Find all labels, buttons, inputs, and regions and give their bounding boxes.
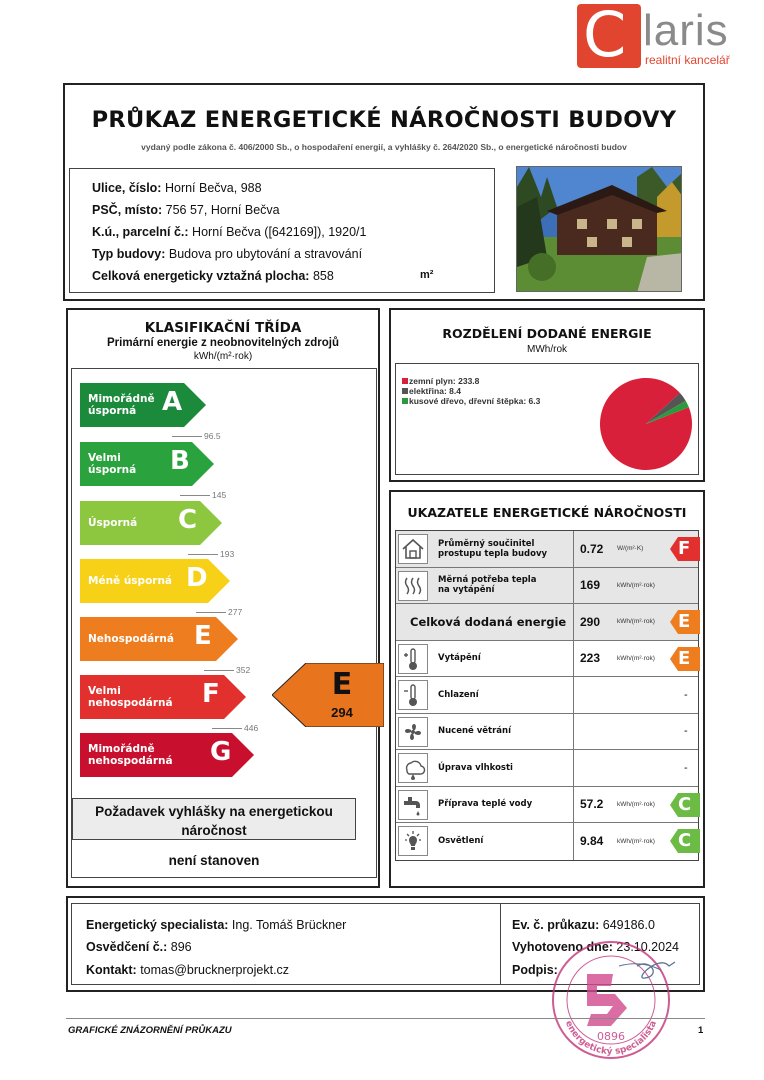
bottom-divider	[66, 1018, 705, 1019]
class-arrow-g	[80, 733, 254, 777]
faucet-icon	[398, 790, 428, 820]
legend-wood-text: kusové dřevo, dřevní štěpka: 6.3	[409, 396, 541, 406]
indicator-row	[396, 531, 698, 568]
logo-box	[577, 0, 641, 71]
date-label: Vyhotoveno dne:	[512, 940, 613, 954]
bottom-label: GRAFICKÉ ZNÁZORNĚNÍ PRŮKAZU	[68, 1025, 232, 1036]
class-badge: F	[670, 537, 700, 561]
classification-title: KLASIFIKAČNÍ TŘÍDA	[144, 320, 302, 336]
indicator-name: Průměrný součinitel prostupu tepla budovy	[438, 538, 548, 559]
indicator-empty: -	[684, 688, 688, 701]
indicator-name: Měrná potřeba tepla na vytápění	[438, 575, 537, 596]
street-value: Horní Bečva, 988	[164, 181, 262, 195]
ev-row	[512, 918, 655, 932]
current-class-value: 294	[331, 705, 353, 720]
ev-value: 649186.0	[602, 918, 655, 932]
distribution-title: ROZDĚLENÍ DODANÉ ENERGIE	[442, 326, 652, 341]
classification-panel	[66, 308, 380, 888]
page-number: 1	[698, 1025, 704, 1036]
ku-row	[92, 225, 366, 239]
distribution-pie	[598, 376, 698, 476]
indicator-value: 169	[580, 578, 601, 593]
area-label: Celková energeticky vztažná plocha:	[92, 269, 310, 283]
indicator-name: Vytápění	[438, 653, 481, 664]
ku-label: K.ú., parcelní č.:	[92, 225, 189, 239]
indicator-value: 57.2	[580, 797, 604, 812]
legend-wood	[402, 396, 540, 406]
psc-value: 756 57, Horní Bečva	[165, 203, 280, 217]
distribution-chart	[395, 363, 699, 475]
street-row	[92, 181, 262, 195]
indicator-empty: -	[684, 761, 688, 774]
thermometer-down-icon	[398, 680, 428, 710]
class-badge: C	[670, 829, 700, 853]
class-limit-tick: 145	[180, 490, 226, 500]
indicators-table	[395, 530, 699, 861]
document-title: PRŮKAZ ENERGETICKÉ NÁROČNOSTI BUDOVY	[91, 107, 677, 133]
requirement-box	[72, 798, 356, 878]
indicators-title: UKAZATELE ENERGETICKÉ NÁROČNOSTI	[407, 505, 687, 520]
document-subtitle: vydaný podle zákona č. 406/2000 Sb., o hospodaření energií, a vyhlášky č. 264/2020 Sb., o energetické náročnosti budov	[141, 142, 627, 152]
class-badge: C	[670, 793, 700, 817]
indicator-unit: kWh/(m²·rok)	[617, 618, 655, 626]
area-row	[92, 269, 434, 283]
class-letter: G	[210, 737, 232, 767]
indicator-row	[396, 677, 698, 714]
indicator-unit: kWh/(m²·rok)	[617, 581, 655, 589]
class-label: Méně úsporná	[88, 575, 173, 587]
psc-label: PSČ, místo:	[92, 203, 163, 217]
indicator-name: Úprava vlhkosti	[438, 762, 513, 773]
current-class-letter: E	[331, 667, 353, 702]
cert-row	[86, 940, 192, 954]
indicator-value: 223	[580, 651, 601, 666]
stamp-text: energetický specialista	[562, 1019, 660, 1058]
indicator-name: Chlazení	[438, 689, 479, 700]
class-arrow-b	[80, 442, 214, 486]
legend-electricity	[402, 386, 461, 396]
stamp-number: 0896	[597, 1030, 625, 1043]
type-row	[92, 247, 362, 261]
class-arrow-c	[80, 501, 222, 545]
indicator-row	[396, 787, 698, 824]
indicator-empty: -	[684, 725, 688, 738]
legend-gas-text: zemní plyn: 233.8	[409, 376, 480, 386]
street-label: Ulice, číslo:	[92, 181, 162, 195]
indicator-row	[396, 823, 698, 860]
indicator-row	[396, 568, 698, 605]
class-limit-tick: 446	[212, 723, 258, 733]
class-label: Nehospodárná	[88, 633, 174, 645]
type-label: Typ budovy:	[92, 247, 166, 261]
logo-name: laris	[643, 6, 729, 55]
specialist-row	[86, 918, 346, 932]
ev-label: Ev. č. průkazu:	[512, 918, 600, 932]
class-letter: B	[170, 446, 190, 476]
date-value: 23.10.2024	[616, 940, 679, 954]
humidity-icon	[398, 753, 428, 783]
class-letter: D	[186, 563, 208, 593]
specialist-value: Ing. Tomáš Brückner	[231, 918, 347, 932]
class-label: Velmi nehospodárná	[88, 685, 173, 709]
legend-swatch-wood	[402, 398, 408, 404]
cert-value: 896	[170, 940, 192, 954]
class-letter: F	[202, 679, 220, 709]
legend-gas	[402, 376, 479, 386]
lightbulb-icon	[398, 826, 428, 856]
sign-label: Podpis:	[512, 963, 558, 977]
class-label: Velmi úsporná	[88, 452, 137, 476]
class-label: Mimořádně nehospodárná	[88, 743, 173, 767]
cert-label: Osvědčení č.:	[86, 940, 168, 954]
contact-row	[86, 963, 289, 977]
class-arrow-f	[80, 675, 246, 719]
class-letter: A	[162, 387, 183, 417]
specialist-stamp	[541, 936, 681, 1064]
indicator-unit: W/(m²·K)	[617, 545, 644, 553]
indicator-name: Příprava teplé vody	[438, 799, 533, 810]
class-limit-tick: 193	[188, 549, 234, 559]
indicator-unit: kWh/(m²·rok)	[617, 837, 655, 845]
ku-value: Horní Bečva ([642169]), 1920/1	[192, 225, 367, 239]
area-value: 858	[312, 269, 334, 283]
legend-swatch-electricity	[402, 388, 408, 394]
indicator-unit: kWh/(m²·rok)	[617, 654, 655, 662]
indicator-row	[396, 750, 698, 787]
indicator-name: Nucené větrání	[438, 726, 512, 737]
class-badge: E	[670, 610, 700, 634]
legend-electricity-text: elektřina: 8.4	[409, 386, 461, 396]
contact-label: Kontakt:	[86, 963, 137, 977]
requirement-title: Požadavek vyhlášky na energetickou náročnost	[72, 798, 356, 840]
class-letter: E	[194, 621, 212, 651]
certificate-header	[63, 83, 705, 301]
energy-distribution-panel	[389, 308, 705, 482]
logo-tagline: realitní kancelář	[645, 53, 730, 67]
class-limit-tick: 352	[204, 665, 250, 675]
building-photo	[516, 166, 682, 292]
class-limit-tick: 277	[196, 607, 242, 617]
indicator-name: Osvětlení	[438, 836, 484, 847]
distribution-unit: MWh/rok	[527, 344, 567, 355]
specialist-label: Energetický specialista:	[86, 918, 229, 932]
class-letter: C	[178, 505, 198, 535]
thermometer-up-icon	[398, 644, 428, 674]
heat-waves-icon	[398, 571, 428, 601]
indicator-unit: kWh/(m²·rok)	[617, 800, 655, 808]
claris-logo	[577, 0, 755, 71]
classification-unit: kWh/(m²·rok)	[193, 351, 253, 362]
class-arrow-e	[80, 617, 238, 661]
indicator-value: 0.72	[580, 541, 604, 556]
indicator-name: Celková dodaná energie	[410, 614, 567, 629]
class-arrow-d	[80, 559, 230, 603]
psc-row	[92, 203, 280, 217]
indicator-row	[396, 714, 698, 751]
class-badge: E	[670, 647, 700, 671]
contact-value: tomas@brucknerprojekt.cz	[140, 963, 290, 977]
indicator-row	[396, 641, 698, 678]
house-icon	[398, 534, 428, 564]
classification-subtitle: Primární energie z neobnovitelných zdrojů	[107, 337, 339, 349]
building-info	[69, 168, 495, 293]
area-unit: m²	[420, 269, 434, 281]
class-label: Mimořádně úsporná	[88, 393, 155, 417]
type-value: Budova pro ubytování a stravování	[168, 247, 363, 261]
fan-icon	[398, 717, 428, 747]
logo-letter: C	[583, 0, 627, 71]
indicator-row	[396, 604, 698, 641]
indicators-panel	[389, 490, 705, 888]
class-label: Úsporná	[88, 517, 138, 529]
class-limit-tick: 96.5	[172, 431, 221, 441]
footer-separator	[500, 904, 501, 984]
requirement-value: není stanoven	[168, 853, 260, 868]
indicator-value: 290	[580, 614, 601, 629]
indicator-value: 9.84	[580, 834, 604, 849]
legend-swatch-gas	[402, 378, 408, 384]
class-arrow-a	[80, 383, 206, 427]
